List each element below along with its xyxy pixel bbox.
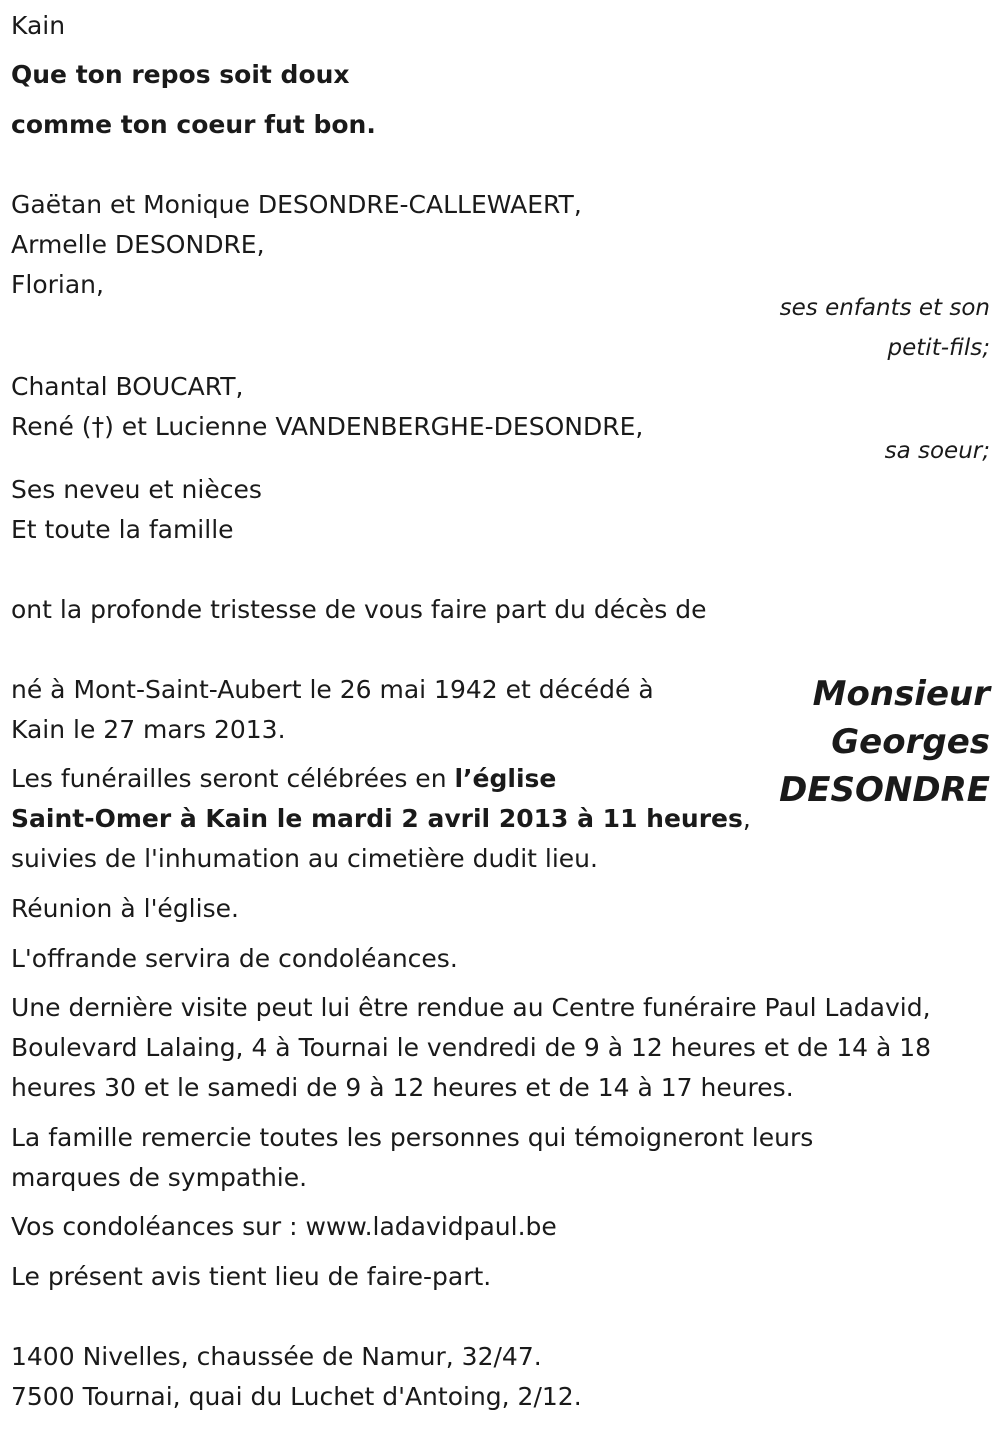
sister-line-2 [11, 407, 643, 447]
funeral-line-3: suivies de l'inhumation au cimetière dudit lieu. [11, 844, 598, 873]
children-role-line-1: ses enfants et son [779, 295, 990, 321]
visit-line-2: Boulevard Lalaing, 4 à Tournai le vendredi de 9 à 12 heures et de 14 à 18 [11, 1033, 932, 1062]
funeral-line-1-a: Les funérailles seront célébrées en [11, 764, 455, 793]
family-children-1: Gaëtan et Monique DESONDRE-CALLEWAERT, [11, 190, 582, 219]
sister-line-2-a: René ( [11, 412, 92, 441]
location: Kain [11, 11, 66, 40]
deceased-last-name: DESONDRE [779, 770, 990, 810]
deceased-first-name: Georges [831, 722, 990, 762]
funeral-line-1-b: l’église [454, 764, 557, 793]
condolences: Vos condoléances sur : www.ladavidpaul.be [11, 1212, 557, 1241]
announcement: ont la profonde tristesse de vous faire part du décès de [11, 595, 707, 624]
family-children-2: Armelle DESONDRE, [11, 230, 265, 259]
deceased-title: Monsieur [812, 674, 990, 714]
sister-line-1: Chantal BOUCART, [11, 372, 244, 401]
meeting: Réunion à l'église. [11, 894, 239, 923]
funeral-details: Saint-Omer à Kain le mardi 2 avril 2013 à 11 heures [11, 804, 743, 833]
thanks-line-2: marques de sympathie. [11, 1163, 308, 1192]
offering: L'offrande servira de condoléances. [11, 944, 458, 973]
notice: Le présent avis tient lieu de faire-part. [11, 1262, 492, 1291]
visit-line-1: Une dernière visite peut lui être rendue au Centre funéraire Paul Ladavid, [11, 993, 931, 1022]
sister-line-2-b: ) et Lucienne VANDENBERGHE-DESONDRE, [104, 412, 644, 441]
visit-line-3: heures 30 et le samedi de 9 à 12 heures et de 14 à 17 heures. [11, 1073, 794, 1102]
others-line-2: Et toute la famille [11, 515, 234, 544]
birth-death-line-1: né à Mont-Saint-Aubert le 26 mai 1942 et décédé à [11, 675, 654, 704]
funeral-line-2 [11, 799, 751, 839]
family-children-3: Florian, [11, 270, 104, 299]
children-role-line-2: petit-fils; [887, 335, 990, 361]
funeral-line-1 [11, 759, 556, 799]
epitaph-line-2: comme ton coeur fut bon. [11, 110, 376, 139]
address-2: 7500 Tournai, quai du Luchet d'Antoing, 2/12. [11, 1382, 582, 1411]
cross-icon: † [91, 412, 105, 441]
epitaph-line-1: Que ton repos soit doux [11, 60, 350, 89]
birth-death-line-2: Kain le 27 mars 2013. [11, 715, 286, 744]
address-1: 1400 Nivelles, chaussée de Namur, 32/47. [11, 1342, 542, 1371]
funeral-line-2-tail: , [742, 804, 751, 833]
sister-role: sa soeur; [884, 438, 990, 464]
others-line-1: Ses neveu et nièces [11, 475, 262, 504]
deceased-name-block [779, 670, 990, 814]
thanks-line-1: La famille remercie toutes les personnes qui témoigneront leurs [11, 1123, 814, 1152]
